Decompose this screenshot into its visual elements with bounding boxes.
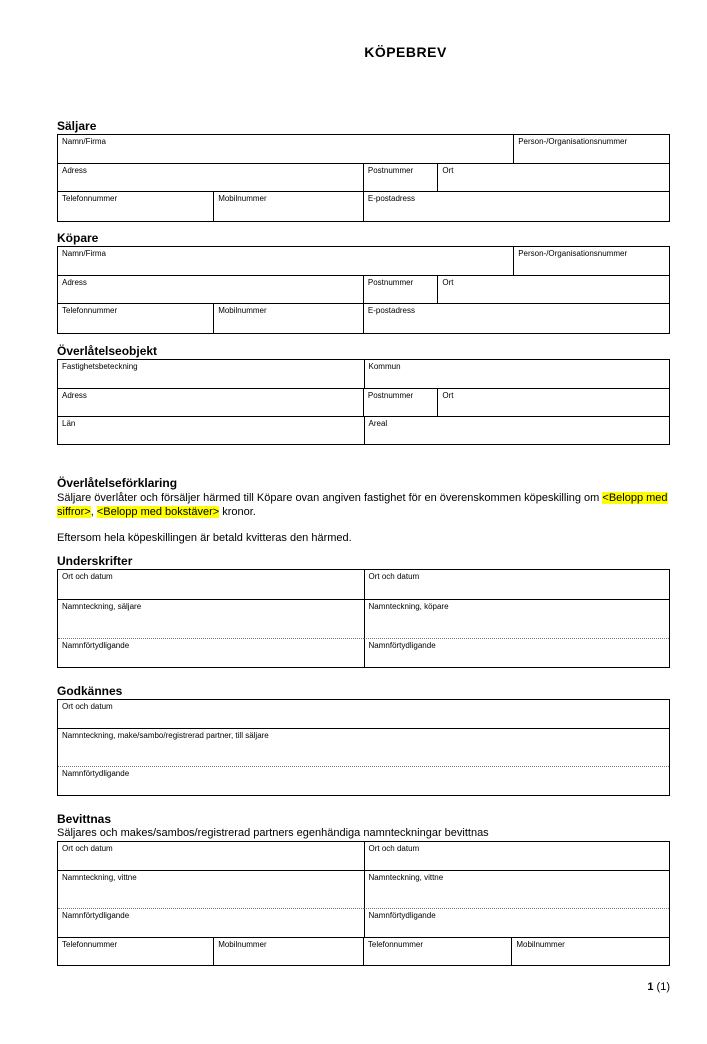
kopare-namn-firma-field	[58, 247, 513, 275]
field-label: Namnteckning, köpare	[368, 602, 449, 611]
field-label: Ort och datum	[62, 702, 113, 711]
field-label: Areal	[368, 419, 388, 428]
saljare-mobilnummer-field	[213, 191, 363, 221]
field-label: Mobilnummer	[218, 306, 267, 315]
underskrift-namnteckning-kopare-field	[364, 599, 670, 638]
kopare-table	[57, 246, 670, 334]
godkannes-namnfortydligande-field	[58, 766, 669, 795]
declaration-text-before: Säljare överlåter och försäljer härmed till Köpare ovan angiven fastighet för en överenskommen köpeskilling om	[57, 492, 603, 504]
document-title: KÖPEBREV	[364, 44, 447, 60]
section-underskrifter	[57, 554, 670, 668]
saljare-namn-firma-field	[58, 135, 513, 163]
field-label: Namnteckning, säljare	[62, 602, 142, 611]
underskrifter-table	[57, 569, 670, 668]
amount-words-placeholder: <Belopp med bokstäver>	[96, 506, 220, 518]
field-label: Person-/Organisationsnummer	[518, 249, 628, 258]
field-label: Mobilnummer	[218, 194, 267, 203]
kopare-mobilnummer-field	[213, 303, 363, 333]
field-label: Ort och datum	[62, 844, 113, 853]
field-label: Ort och datum	[62, 572, 113, 581]
saljare-table	[57, 134, 670, 222]
page-number-total: (1)	[656, 981, 670, 993]
saljare-epostadress-field	[363, 191, 669, 221]
godkannes-heading: Godkännes	[57, 684, 123, 698]
field-label: E-postadress	[367, 194, 416, 203]
kopare-postnummer-field	[363, 275, 438, 303]
objekt-lan-field	[58, 416, 364, 444]
saljare-adress-field	[58, 163, 363, 191]
kopare-adress-field	[58, 275, 363, 303]
transfer-declaration-text	[57, 491, 670, 519]
field-label: Namnteckning, make/sambo/registrerad partner, till säljare	[62, 731, 269, 740]
section-bevittnas	[57, 812, 670, 966]
objekt-adress-field	[58, 388, 363, 416]
field-label: Person-/Organisationsnummer	[518, 137, 628, 146]
section-kopare	[57, 231, 670, 334]
section-godkannes	[57, 684, 670, 796]
underskrifter-heading: Underskrifter	[57, 554, 133, 568]
objekt-fastighetsbeteckning-field	[58, 360, 364, 388]
vittne2-namnteckning-field	[364, 870, 670, 908]
kopare-telefonnummer-field	[58, 303, 213, 333]
overlatelseforklaring-heading: Överlåtelseförklaring	[57, 476, 178, 490]
field-label: Mobilnummer	[218, 940, 267, 949]
field-label: Namnteckning, vittne	[62, 873, 137, 882]
overlatelseobjekt-table	[57, 359, 670, 445]
overlatelseobjekt-heading: Överlåtelseobjekt	[57, 344, 158, 358]
kopare-heading: Köpare	[57, 231, 99, 245]
field-label: Namn/Firma	[62, 137, 107, 146]
objekt-kommun-field	[364, 360, 670, 388]
amount-digits-placeholder: <Belopp med siffror>	[57, 492, 668, 518]
field-label: Adress	[62, 391, 87, 400]
field-label: Namnförtydligande	[62, 769, 130, 778]
godkannes-table	[57, 699, 670, 796]
section-saljare	[57, 119, 670, 222]
field-label: Ort	[442, 278, 454, 287]
underskrift-namnteckning-saljare-field	[58, 599, 364, 638]
godkannes-ort-datum-field	[58, 700, 669, 728]
vittne1-telefonnummer-field	[58, 937, 213, 965]
declaration-text-after: kronor.	[219, 506, 256, 518]
vittne2-namnfortydligande-field	[364, 908, 670, 937]
page-number-current: 1	[647, 981, 654, 993]
field-label: Namn/Firma	[62, 249, 107, 258]
saljare-postnummer-field	[363, 163, 438, 191]
field-label: Telefonnummer	[62, 940, 118, 949]
field-label: Namnförtydligande	[368, 911, 436, 920]
field-label: Postnummer	[367, 278, 414, 287]
field-label: Kommun	[368, 362, 401, 371]
kopare-ort-field	[437, 275, 669, 303]
field-label: Adress	[62, 278, 87, 287]
bevittnas-subtitle: Säljares och makes/sambos/registrerad partners egenhändiga namnteckningar bevittnas	[57, 827, 489, 839]
field-label: Adress	[62, 166, 87, 175]
underskrift-kopare-namnfortydligande-field	[364, 638, 670, 667]
page-number	[57, 981, 670, 994]
field-label: Namnteckning, vittne	[368, 873, 444, 882]
underskrift-saljare-ort-datum-field	[58, 570, 364, 599]
kopare-person-org-field	[513, 247, 669, 275]
underskrift-saljare-namnfortydligande-field	[58, 638, 364, 667]
field-label: Fastighetsbeteckning	[62, 362, 138, 371]
section-overlatelseforklaring	[57, 476, 670, 545]
document-page	[0, 44, 707, 994]
vittne1-mobilnummer-field	[213, 937, 363, 965]
field-label: Ort och datum	[368, 844, 420, 853]
vittne1-namnteckning-field	[58, 870, 364, 908]
field-label: Namnförtydligande	[62, 641, 130, 650]
field-label: Ort och datum	[368, 572, 420, 581]
section-overlatelseobjekt	[57, 344, 670, 445]
saljare-heading: Säljare	[57, 119, 97, 133]
field-label: Postnummer	[367, 166, 414, 175]
field-label: Telefonnummer	[62, 194, 118, 203]
kopare-epostadress-field	[363, 303, 669, 333]
field-label: Län	[62, 419, 76, 428]
objekt-postnummer-field	[363, 388, 438, 416]
field-label: Mobilnummer	[516, 940, 565, 949]
vittne2-ort-datum-field	[364, 842, 670, 870]
field-label: Namnförtydligande	[62, 911, 130, 920]
field-label: Namnförtydligande	[368, 641, 436, 650]
saljare-telefonnummer-field	[58, 191, 213, 221]
bevittnas-table	[57, 841, 670, 966]
field-label: Telefonnummer	[62, 306, 118, 315]
vittne1-ort-datum-field	[58, 842, 364, 870]
receipt-statement: Eftersom hela köpeskillingen är betald kvitteras den härmed.	[57, 532, 352, 544]
field-label: E-postadress	[367, 306, 416, 315]
declaration-separator: ,	[90, 506, 97, 518]
vittne2-telefonnummer-field	[363, 937, 511, 965]
underskrift-kopare-ort-datum-field	[364, 570, 670, 599]
saljare-person-org-field	[513, 135, 669, 163]
field-label: Postnummer	[367, 391, 414, 400]
vittne1-namnfortydligande-field	[58, 908, 364, 937]
objekt-areal-field	[364, 416, 670, 444]
bevittnas-heading: Bevittnas	[57, 812, 112, 826]
objekt-ort-field	[437, 388, 669, 416]
field-label: Telefonnummer	[367, 940, 424, 949]
saljare-ort-field	[437, 163, 669, 191]
field-label: Ort	[442, 391, 454, 400]
vittne2-mobilnummer-field	[511, 937, 669, 965]
field-label: Ort	[442, 166, 454, 175]
godkannes-namnteckning-field	[58, 728, 669, 766]
